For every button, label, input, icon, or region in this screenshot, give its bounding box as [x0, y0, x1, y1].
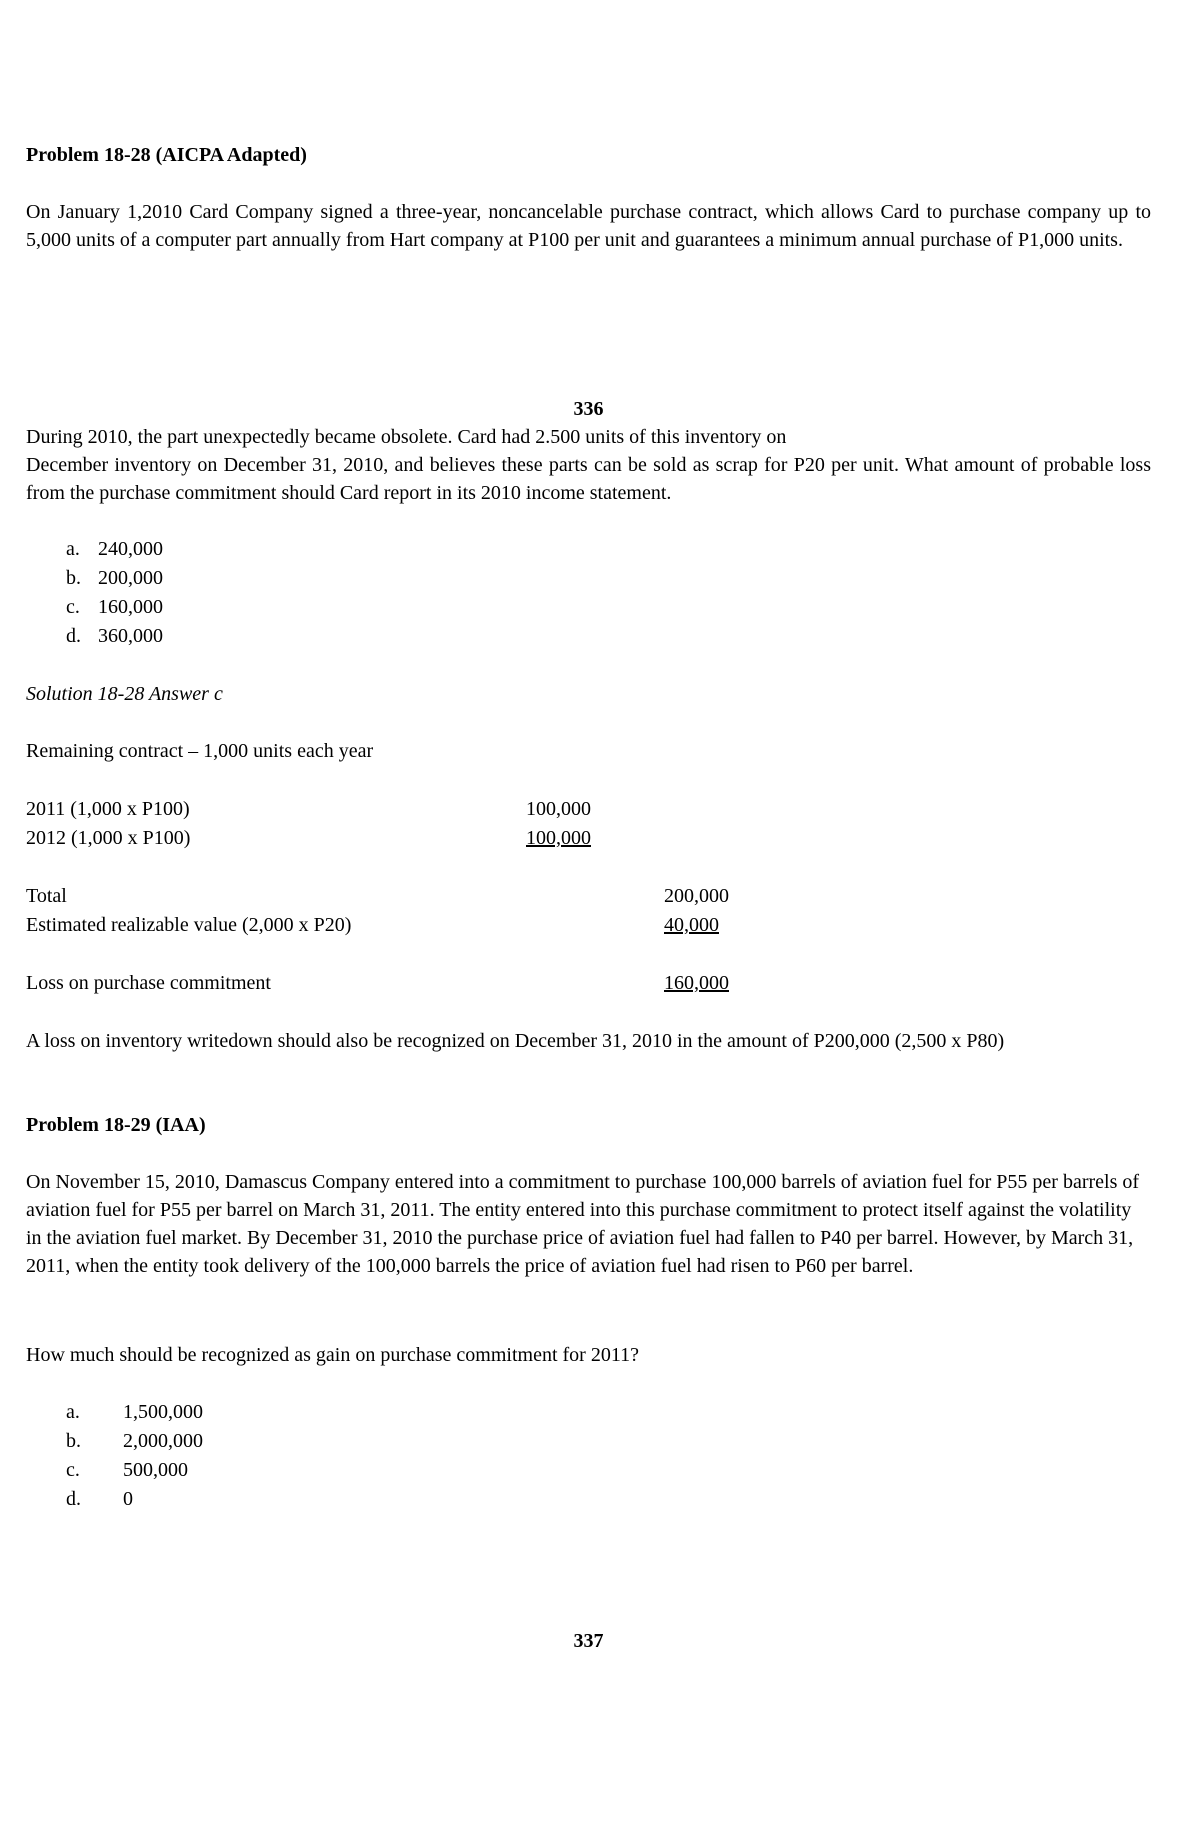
problem-question: How much should be recognized as gain on purchase commitment for 2011? — [26, 1344, 639, 1366]
nrv-row: Estimated realizable value (2,000 x P20) 40,000 — [26, 914, 719, 936]
problem-intro: On January 1,2010 Card Company signed a three-year, noncancelable purchase contract, which allows Card to purchase company up to 5,000 units of a computer part annually from Hart company at P100 per unit and guarantees a minimum annual purchase of P1,000 units. — [26, 201, 1151, 251]
loss-row: Loss on purchase commitment 160,000 — [26, 972, 729, 994]
problem-title: Problem 18-29 (IAA) — [26, 1114, 206, 1136]
answer-choice: d. 0 — [66, 1488, 133, 1510]
page-number: 337 — [573, 1630, 604, 1652]
answer-choice: d. 360,000 — [66, 625, 163, 647]
problem-question-line: During 2010, the part unexpectedly became obsolete. Card had 2.500 units of this inventory on — [26, 426, 787, 448]
solution-heading: Solution 18-28 Answer c — [26, 683, 223, 705]
solution-note: A loss on inventory writedown should also be recognized on December 31, 2010 in the amount of P200,000 (2,500 x P80) — [26, 1030, 1005, 1052]
problem-question: December inventory on December 31, 2010, and believes these parts can be sold as scrap for P20 per unit. What amount of probable loss from the purchase commitment should Card report in its 2010 income statement. — [26, 454, 1151, 504]
solution-remaining: Remaining contract – 1,000 units each year — [26, 740, 374, 762]
page-number: 336 — [573, 398, 604, 420]
problem-body: On November 15, 2010, Damascus Company entered into a commitment to purchase 100,000 barrels of aviation fuel for P55 per barrels of aviation fuel for P55 per barrel on March 31, 2011. The entity entered into this purchase commitment to protect itself against the volatility in the aviation fuel market. By December 31, 2010 the purchase price of aviation fuel had fallen to P40 per barrel. However, by March 31, 2011, when the entity took delivery of the 100,000 barrels the price of aviation fuel had risen to P60 per barrel. — [26, 1171, 1140, 1277]
answer-choice: c. 160,000 — [66, 596, 163, 618]
answer-choice: b. 2,000,000 — [66, 1430, 203, 1452]
total-row: Total 200,000 — [26, 885, 729, 907]
answer-choice: b. 200,000 — [66, 567, 163, 589]
table-row: 2012 (1,000 x P100) 100,000 — [26, 827, 591, 849]
table-row: 2011 (1,000 x P100) 100,000 — [26, 798, 591, 820]
problem-title: Problem 18-28 (AICPA Adapted) — [26, 144, 307, 166]
answer-choice: c. 500,000 — [66, 1459, 188, 1481]
answer-choice: a. 1,500,000 — [66, 1401, 203, 1423]
answer-choice: a. 240,000 — [66, 538, 163, 560]
